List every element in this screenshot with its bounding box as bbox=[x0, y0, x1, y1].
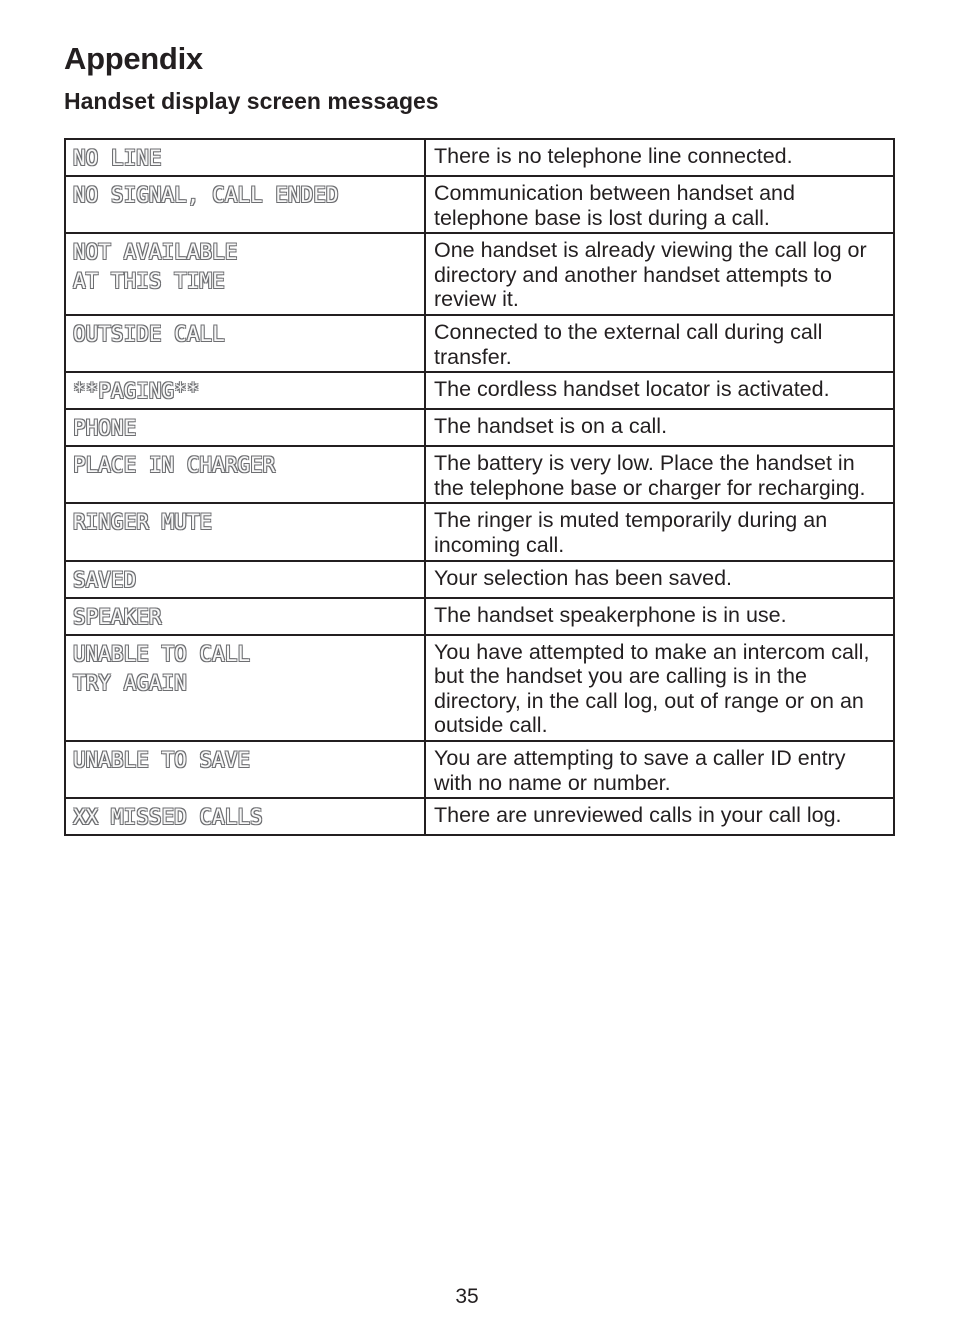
message-description: Communication between handset and telephone base is lost during a call. bbox=[434, 181, 795, 230]
table-row bbox=[65, 741, 894, 798]
message-cell bbox=[65, 315, 425, 372]
table-row bbox=[65, 372, 894, 409]
message-cell bbox=[65, 635, 425, 741]
message-cell bbox=[65, 561, 425, 598]
message-description: The ringer is muted temporarily during an incoming call. bbox=[434, 508, 828, 557]
table-row bbox=[65, 446, 894, 503]
description-cell bbox=[425, 635, 894, 741]
message-cell bbox=[65, 139, 425, 176]
message-description: There are unreviewed calls in your call log. bbox=[434, 803, 842, 828]
message-description: There is no telephone line connected. bbox=[434, 144, 793, 168]
screen-message: XX MISSED CALLS bbox=[73, 805, 263, 830]
description-cell bbox=[425, 741, 894, 798]
message-description: The handset speakerphone is in use. bbox=[434, 602, 787, 627]
message-description: Your selection has been saved. bbox=[434, 565, 733, 590]
messages-table bbox=[64, 138, 895, 836]
table-row bbox=[65, 139, 894, 176]
description-cell bbox=[425, 446, 894, 503]
table-row bbox=[65, 176, 894, 233]
table-row bbox=[65, 561, 894, 598]
message-cell bbox=[65, 446, 425, 503]
message-cell bbox=[65, 598, 425, 635]
message-description: Connected to the external call during call transfer. bbox=[434, 319, 823, 369]
message-description: The battery is very low. Place the handset in the telephone base or charger for recharging. bbox=[434, 451, 866, 500]
message-cell bbox=[65, 372, 425, 409]
screen-message: OUTSIDE CALL bbox=[73, 321, 225, 346]
description-cell bbox=[425, 409, 894, 446]
message-description: The handset is on a call. bbox=[434, 414, 668, 439]
screen-message: PHONE bbox=[73, 416, 137, 441]
message-cell bbox=[65, 741, 425, 798]
screen-message: RINGER MUTE bbox=[73, 510, 213, 535]
table-row bbox=[65, 798, 894, 835]
page-title: Appendix bbox=[64, 41, 203, 76]
screen-message: NO LINE bbox=[73, 146, 162, 170]
description-cell bbox=[425, 372, 894, 409]
screen-message: UNABLE TO CALL bbox=[73, 641, 251, 666]
description-cell bbox=[425, 233, 894, 315]
message-cell bbox=[65, 233, 425, 315]
description-cell bbox=[425, 315, 894, 372]
screen-message: NOT AVAILABLE bbox=[73, 240, 238, 265]
message-cell bbox=[65, 176, 425, 233]
description-cell bbox=[425, 176, 894, 233]
description-cell bbox=[425, 139, 894, 176]
table-row bbox=[65, 598, 894, 635]
table-row bbox=[65, 233, 894, 315]
screen-message: **PAGING** bbox=[73, 379, 200, 404]
message-cell bbox=[65, 409, 425, 446]
message-description: You have attempted to make an intercom call, but the handset you are calling is in the directory, in the call log, out of range or on an outside call. bbox=[434, 639, 870, 738]
screen-message: SPEAKER bbox=[73, 604, 162, 629]
table-row bbox=[65, 503, 894, 560]
description-cell bbox=[425, 798, 894, 835]
screen-message: AT THIS TIME bbox=[73, 269, 225, 294]
screen-message: TRY AGAIN bbox=[73, 670, 187, 695]
page-number: 35 bbox=[455, 1285, 479, 1308]
screen-message: PLACE IN CHARGER bbox=[73, 453, 276, 478]
table-row bbox=[65, 315, 894, 372]
description-cell bbox=[425, 561, 894, 598]
message-cell bbox=[65, 798, 425, 835]
section-title: Handset display screen messages bbox=[64, 88, 439, 114]
description-cell bbox=[425, 598, 894, 635]
message-description: One handset is already viewing the call log or directory and another handset attempts to review it. bbox=[434, 238, 867, 312]
table-row bbox=[65, 635, 894, 741]
message-description: You are attempting to save a caller ID entry with no name or number. bbox=[434, 745, 846, 795]
message-description: The cordless handset locator is activated. bbox=[434, 377, 830, 402]
table-row bbox=[65, 409, 894, 446]
description-cell bbox=[425, 503, 894, 560]
screen-message: UNABLE TO SAVE bbox=[73, 747, 251, 772]
screen-message: NO SIGNAL, CALL ENDED bbox=[73, 183, 339, 207]
screen-message: SAVED bbox=[73, 567, 137, 592]
message-cell bbox=[65, 503, 425, 560]
